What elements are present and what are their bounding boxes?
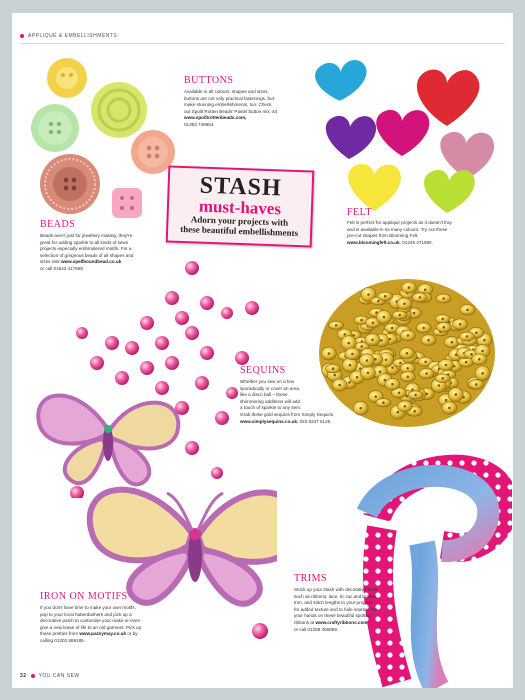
motifs-tail: or by	[126, 631, 138, 637]
sequin-hole	[475, 331, 478, 334]
button-yellow-flower	[47, 58, 87, 98]
button-green-swirl	[91, 82, 147, 138]
motifs-link[interactable]: www.pazsymay.co.uk	[79, 631, 127, 637]
sequin-hole	[441, 377, 444, 380]
sequin-hole	[367, 293, 370, 296]
butterfly-motifs-photo	[27, 373, 277, 608]
sequin-hole	[333, 374, 336, 377]
sequin-hole	[377, 300, 380, 303]
magazine-page	[12, 13, 513, 688]
felt-link[interactable]: www.bloomingfelt.co.uk	[347, 239, 400, 245]
heart-lime	[424, 170, 475, 213]
sequin-hole	[455, 393, 458, 396]
sequins-line-3: like a disco ball – these	[240, 392, 288, 398]
button-light-green	[31, 104, 79, 152]
sequin-hole	[391, 327, 394, 330]
sequin-hole	[443, 326, 446, 329]
heart-yellow	[348, 164, 401, 211]
beads-phone: or call 01543 417650.	[40, 265, 85, 271]
motifs-line-4: give a new lease of life to an old garment. Pick up	[40, 624, 142, 630]
sequins-heading: SEQUINS	[240, 365, 286, 376]
sequin-hole	[397, 411, 400, 414]
heart-blue	[314, 58, 371, 104]
sequin-hole	[380, 339, 383, 342]
buttons-link[interactable]: www.spoiltrottenbeads.com,	[184, 115, 247, 121]
sequin-hole	[424, 288, 427, 291]
sequins-line-1: Whether you sew on a few	[240, 379, 295, 384]
felt-line-1: Felt is perfect for appliqué projects as it doesn't fray	[347, 220, 452, 225]
sequin-hole	[360, 319, 363, 322]
sequin-hole	[384, 379, 387, 382]
sequin-hole	[475, 383, 478, 386]
sequin-hole	[424, 361, 427, 364]
buttons-body	[184, 89, 294, 129]
motifs-line-3: decorative patch to customise your make or even	[40, 618, 141, 624]
trims-link[interactable]: www.craftyribbons.com	[315, 619, 368, 625]
stash-tagline-2: these beautiful embellishments	[180, 223, 299, 239]
sequins-line-5: a touch of sparkle to any item.	[240, 405, 302, 411]
sequin-hole	[411, 388, 414, 391]
sequin-hole	[466, 335, 469, 338]
sequins-line-6: Grab these gold sequins from Simply Sequins,	[240, 411, 335, 417]
sequin-hole	[385, 359, 388, 362]
butterfly-large	[90, 490, 277, 604]
sequin-hole	[403, 302, 406, 305]
sequins-line-2: sporadically or cover an area	[240, 385, 299, 391]
sequin-hole	[465, 361, 468, 364]
sequin-hole	[445, 364, 448, 367]
buttons-line-2: buttons are not only practical fastenings, but	[184, 95, 274, 101]
trims-line-2: such as ribbons, lace, ric rac and bobble	[294, 593, 377, 599]
sequin-hole	[351, 353, 354, 356]
sequin-hole	[360, 345, 363, 348]
sequin-hole	[399, 362, 402, 365]
section-label: APPLIQUÉ & EMBELLISHMENTS	[28, 33, 118, 39]
sequin-hole	[349, 364, 352, 367]
felt-photo	[297, 51, 497, 216]
sequin-hole	[366, 359, 369, 362]
motifs-line-5: these pretties from	[40, 631, 80, 637]
heart-magenta	[376, 110, 429, 156]
sequin-hole	[328, 352, 331, 355]
buttons-heading: BUTTONS	[184, 75, 234, 86]
bullet-icon	[20, 34, 24, 38]
beads-line-3: projects especially embroidered motifs. For a	[40, 246, 132, 252]
sequin-hole	[470, 353, 473, 356]
beads-line-4: selection of gorgeous beads of all shapes and	[40, 252, 134, 258]
beads-line-1: Beads aren't just for jewellery making, they're	[40, 233, 133, 238]
sequin-hole	[407, 334, 410, 337]
sequin-hole	[483, 339, 486, 342]
sequin-hole	[406, 367, 409, 370]
button-brown-lace	[40, 154, 100, 214]
sequin-hole	[408, 286, 411, 289]
sequin-hole	[459, 323, 462, 326]
beads-link[interactable]: www.spellboundbead.co.uk	[60, 259, 122, 265]
sequin-hole	[466, 309, 469, 312]
sequin-hole	[372, 321, 375, 324]
sequin-hole	[391, 366, 394, 369]
sequin-hole	[406, 352, 409, 355]
trims-line-4: for added texture and to hide seams. Get	[294, 606, 378, 612]
motifs-heading: IRON ON MOTIFS	[40, 591, 128, 602]
buttons-line-1: Available in all colours, shapes and sizes,	[184, 89, 269, 94]
sequin-hole	[425, 372, 428, 375]
motifs-body	[40, 605, 200, 645]
sequin-hole	[451, 341, 454, 344]
motifs-line-1: If you don't have time to make your own motifs,	[40, 605, 136, 610]
sequin-hole	[367, 372, 370, 375]
stash-title: STASH	[199, 172, 283, 202]
sequin-hole	[379, 370, 382, 373]
bullet-icon	[31, 674, 35, 678]
header-rule	[20, 43, 505, 44]
sequin-hole	[422, 327, 425, 330]
sequin-hole	[398, 392, 401, 395]
trims-phone: or call 01258 455889.	[294, 626, 339, 632]
sequins-line-4: shimmering additions will add	[240, 398, 301, 404]
beads-line-2: great for adding sparkle to all kinds of sewn	[40, 239, 129, 245]
felt-heading: FELT	[347, 207, 372, 218]
felt-line-3: pre-cut shapes from Blooming Felt,	[347, 233, 419, 239]
sequins-phone: , 023 9247 6125.	[297, 418, 332, 424]
ribbons-photo	[312, 433, 512, 688]
loose-beads	[232, 613, 282, 653]
buttons-line-3: make stunning embellishments, too. Check	[184, 102, 272, 108]
sequin-hole	[371, 338, 374, 341]
sequins-link[interactable]: www.simplysequins.co.uk	[240, 418, 298, 424]
buttons-phone: 01353 749854.	[184, 121, 215, 127]
sequin-hole	[383, 316, 386, 319]
stash-title-box	[166, 165, 315, 247]
beads-heading: BEADS	[40, 219, 76, 230]
buttons-line-4: out Spoilt Rotten Beads' Pastel button mix, £4	[184, 108, 278, 114]
sequin-hole	[353, 334, 356, 337]
trims-heading: TRIMS	[294, 573, 328, 584]
sequin-hole	[427, 339, 430, 342]
page-footer	[20, 673, 80, 679]
trims-line-1: Stock up your stash with decorative trims	[294, 587, 378, 592]
sequin-hole	[413, 410, 416, 413]
sequin-hole	[478, 358, 481, 361]
button-pink-square	[112, 188, 142, 218]
sequin-hole	[407, 375, 410, 378]
butterfly-small	[38, 396, 178, 485]
section-header	[20, 33, 117, 39]
motifs-phone: calling 01302 889185.	[40, 637, 85, 643]
sequin-hole	[413, 312, 416, 315]
sequin-hole	[419, 296, 422, 299]
sequin-hole	[481, 372, 484, 375]
sequin-hole	[448, 407, 451, 410]
felt-line-2: and is available in so many colours. Try out these	[347, 226, 448, 232]
stash-tagline-1: Adorn your projects with	[190, 214, 289, 228]
sequin-hole	[441, 318, 444, 321]
motifs-line-2: pop to your local haberdashers and pick up a	[40, 611, 132, 617]
sequin-hole	[382, 401, 385, 404]
trims-body	[294, 587, 424, 633]
trims-line-5: your hands on these beautiful spotted	[294, 613, 371, 619]
sequin-hole	[343, 333, 346, 336]
magazine-name: YOU CAN SEW	[38, 673, 80, 679]
felt-body	[347, 220, 497, 246]
heart-purple	[326, 116, 376, 159]
sequin-hole	[332, 367, 335, 370]
sequin-hole	[481, 350, 484, 353]
sequin-hole	[445, 399, 448, 402]
trims-line-6: ribbons at	[294, 619, 316, 625]
sequin-hole	[391, 383, 394, 386]
sequin-hole	[347, 342, 350, 345]
sequin-hole	[442, 297, 445, 300]
stash-subtitle: must-haves	[198, 196, 282, 219]
beads-link-prefix: sizes visit	[40, 259, 61, 265]
sequin-hole	[414, 394, 417, 397]
sequin-hole	[384, 295, 387, 298]
felt-phone: , 01245 471690.	[399, 239, 433, 245]
sequin-hole	[404, 405, 407, 408]
sequin-hole	[398, 314, 401, 317]
trims-line-3: trim, and stitch lengths to your projects	[294, 600, 373, 606]
sequin-hole	[438, 384, 441, 387]
sequin-hole	[335, 324, 338, 327]
page-number: 32	[20, 673, 27, 679]
buttons-photo	[22, 48, 182, 223]
